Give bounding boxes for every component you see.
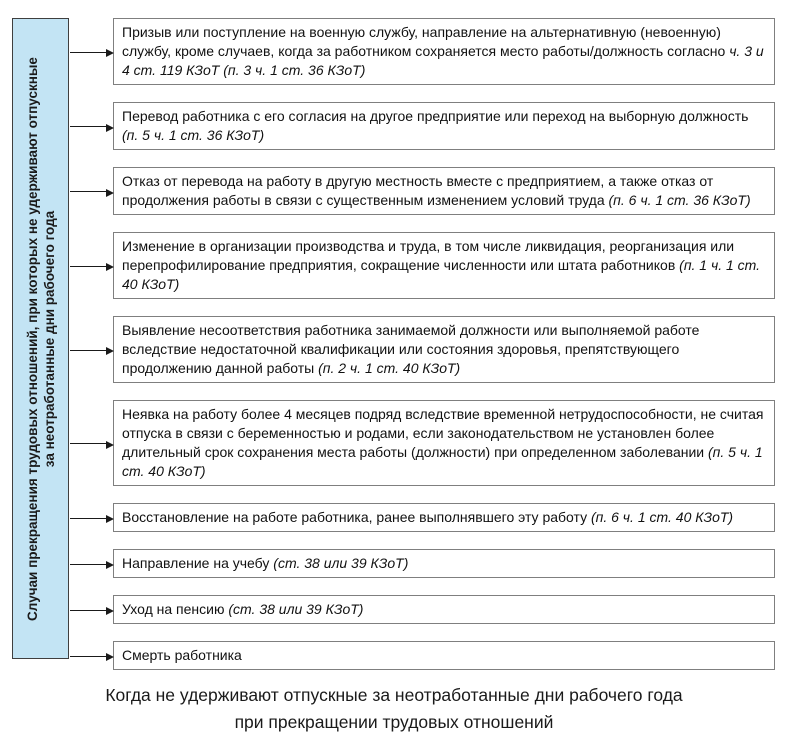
reason-citation: (п. 6 ч. 1 ст. 40 КЗоТ) — [590, 509, 734, 525]
reason-citation: ч. 3 и 4 ст. 119 КЗоТ (п. 3 ч. 1 ст. 36 КЗоТ) — [122, 43, 764, 78]
reason-text: Восстановление на работе работника, ранее выполнявшего эту работу — [122, 509, 588, 525]
arrow-right-icon — [70, 52, 106, 53]
reason-box-death — [113, 641, 775, 670]
reason-box-absence-illness — [113, 400, 775, 486]
reason-box-transfer — [113, 102, 775, 150]
reason-citation: (ст. 38 или 39 КЗоТ) — [273, 555, 409, 571]
sidebar-label-line1: Случаи прекращения трудовых отношений, при которых не удерживают отпускные — [24, 56, 40, 621]
arrow-right-icon — [70, 564, 106, 565]
reason-text: Призыв или поступление на военную службу, направление на альтернативную (невоенную) службу, кроме случаев, когда за работником сохраняется место работы/должность согласно — [122, 24, 726, 59]
category-sidebar — [12, 18, 69, 659]
reason-text: Отказ от перевода на работу в другую местность вместе с предприятием, а также отказ от продолжения работы в связи с существенным изменением условий труда — [122, 173, 714, 208]
reason-box-reorganization — [113, 232, 775, 299]
reason-box-unsuitability — [113, 316, 775, 383]
arrow-right-icon — [70, 610, 106, 611]
caption-line2: при прекращении трудовых отношений — [234, 712, 554, 732]
reason-text: Изменение в организации производства и труда, в том числе ликвидация, реорганизация или перепрофилирование предприятия, сокращение численности или штата работников — [122, 238, 735, 273]
reason-box-relocation-refusal — [113, 167, 775, 215]
reason-boxes — [113, 18, 775, 687]
caption-line1: Когда не удерживают отпускные за неотработанные дни рабочего года — [105, 685, 683, 705]
reason-citation: (ст. 38 или 39 КЗоТ) — [228, 601, 364, 617]
reason-text: Смерть работника — [122, 647, 242, 663]
sidebar-label — [24, 23, 58, 655]
reason-text: Направление на учебу — [122, 555, 270, 571]
reason-citation: (п. 6 ч. 1 ст. 36 КЗоТ) — [608, 192, 751, 208]
reason-box-reinstatement — [113, 503, 775, 532]
arrow-right-icon — [70, 191, 106, 192]
diagram-caption — [0, 682, 788, 736]
reason-text: Уход на пенсию — [122, 601, 225, 617]
arrow-right-icon — [70, 266, 106, 267]
reason-citation: (п. 5 ч. 1 ст. 40 КЗоТ) — [122, 444, 763, 479]
arrow-right-icon — [70, 126, 106, 127]
arrow-right-icon — [70, 518, 106, 519]
arrow-right-icon — [70, 350, 106, 351]
reason-text: Выявление несоответствия работника занимаемой должности или выполняемой работе вследствие недостаточной квалификации или состояния здоровья, препятствующего продолжению данной работы — [122, 322, 700, 376]
arrow-right-icon — [70, 656, 106, 657]
reason-box-study — [113, 549, 775, 578]
reason-box-military-service — [113, 18, 775, 85]
arrow-right-icon — [70, 443, 106, 444]
reason-text: Перевод работника с его согласия на другое предприятие или переход на выборную должность — [122, 108, 749, 124]
sidebar-label-line2: за неотработанные дни рабочего года — [41, 210, 57, 467]
reason-citation: (п. 1 ч. 1 ст. 40 КЗоТ) — [122, 257, 761, 292]
reason-text: Неявка на работу более 4 месяцев подряд вследствие временной нетрудоспособности, не считая отпуска в связи с беременностью и родами, если законодательством не установлен более длительный срок сохранения места работы (должности) при определенном заболевании — [122, 406, 764, 460]
reason-citation: (п. 5 ч. 1 ст. 36 КЗоТ) — [122, 127, 265, 143]
reason-citation: (п. 2 ч. 1 ст. 40 КЗоТ) — [318, 360, 461, 376]
reason-box-retirement — [113, 595, 775, 624]
